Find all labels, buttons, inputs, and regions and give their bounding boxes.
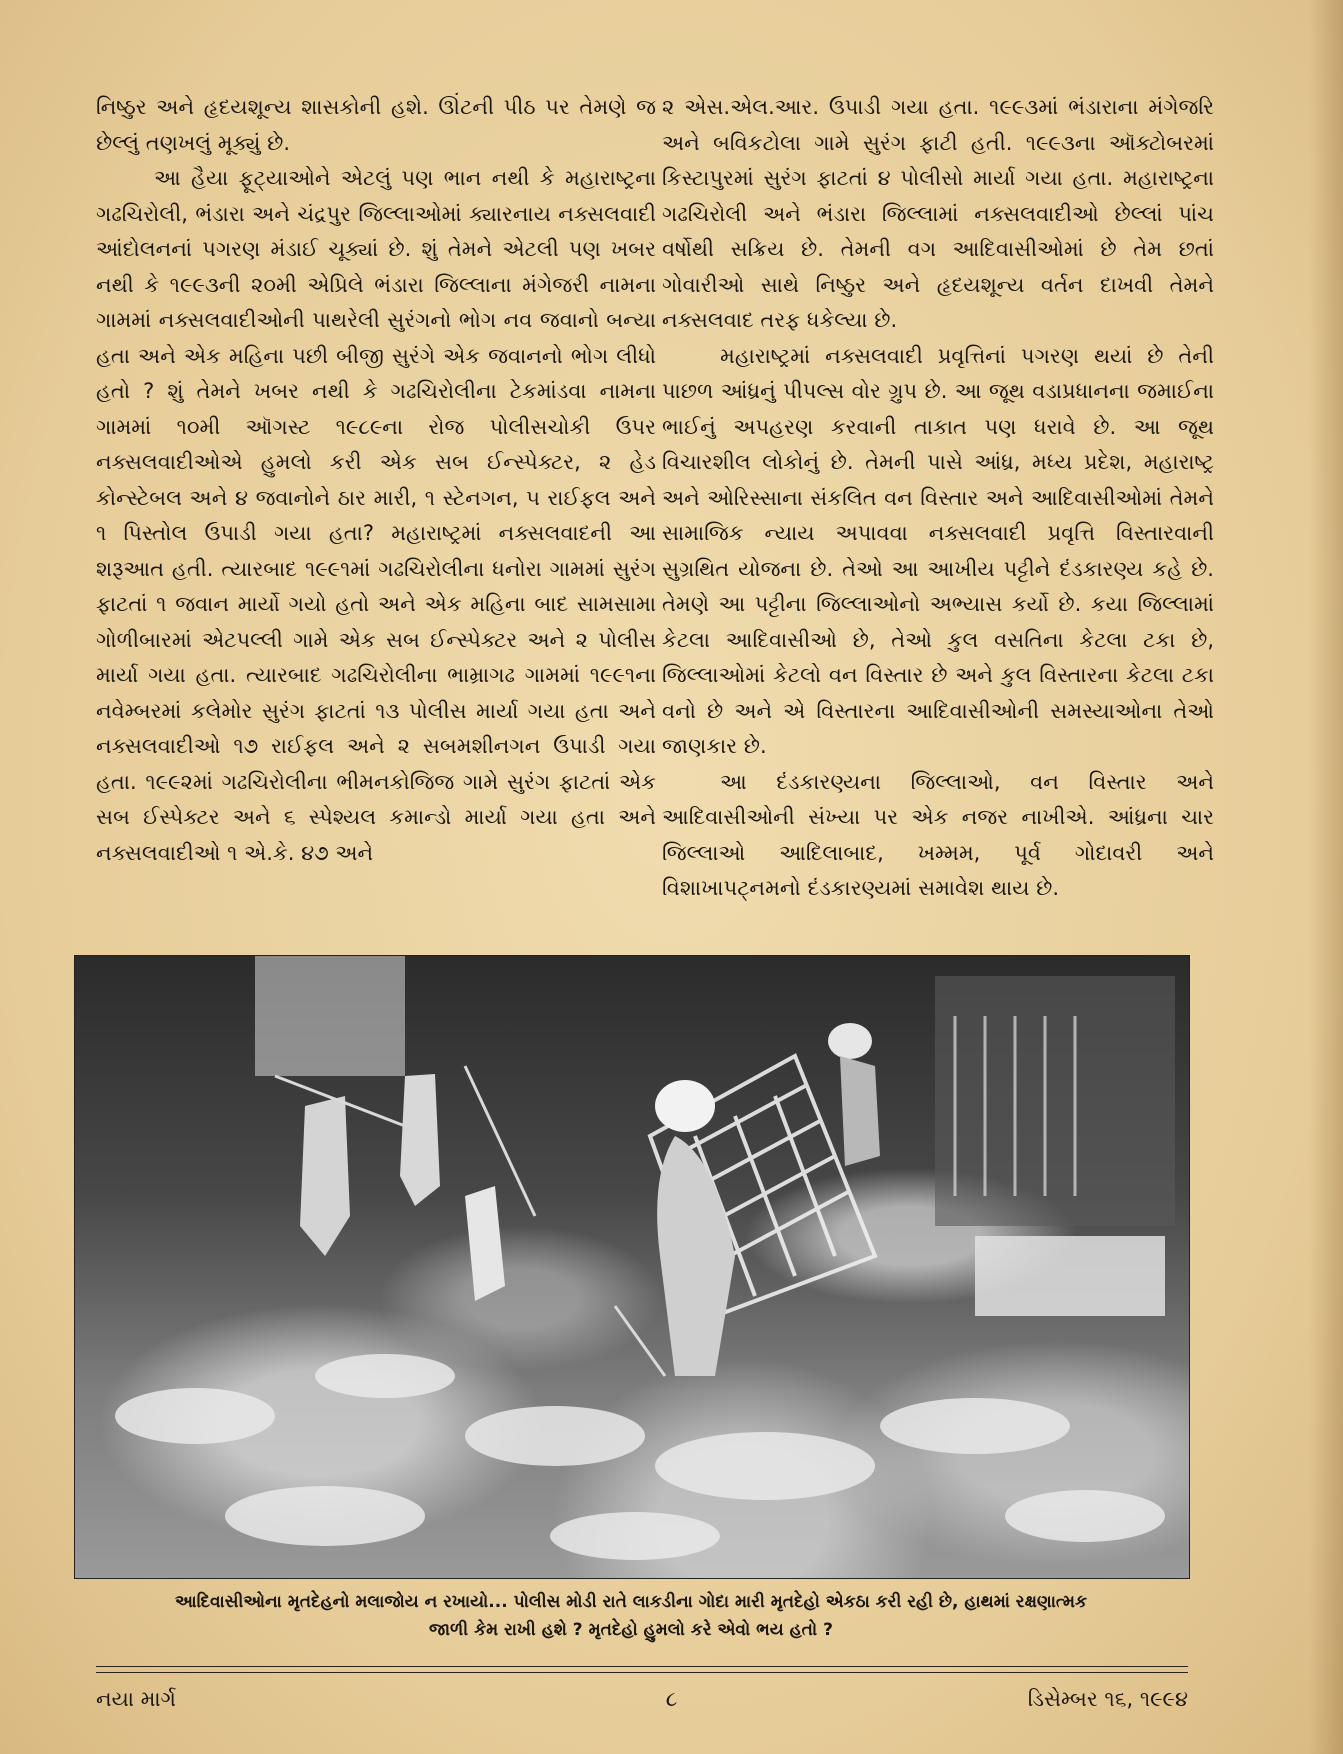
page-number: ૮ (665, 1687, 678, 1711)
article-paragraph: ૨ એસ.એલ.આર. ઉપાડી ગયા હતા. ૧૯૯૩માં ભંડારાના મંગેજરિ અને બવિકટોલા ગામે સુરંગ ફાટી હતી. ૧૯૯૩ના ઑક્ટોબરમાં કિસ્ટાપુરમાં સુરંગ ફાટતાં ૪ પોલીસો માર્યા ગયા હતા. મહારાષ્ટ્રના ગઢચિરોલી અને ભંડારા જિલ્લામાં નક્સલવાદીઓ છેલ્લાં પાંચ વર્ષોથી સક્રિય છે. તેમની વગ આદિવાસીઓમાં છે તેમ છતાં ગોવારીઓ સાથે નિષ્ઠુર અને હૃદયશૂન્ય વર્તન દાખવી તેમને નક્સલવાદ તરફ ધકેલ્યા છે. (662, 95, 1214, 332)
publication-name: નયા માર્ગ (96, 1687, 176, 1711)
issue-date: ડિસેમ્બર ૧૬, ૧૯૯૪ (1027, 1687, 1188, 1711)
caption-line: આદિવાસીઓના મૃતદેહનો મલાજોય ન રખાયો... પોલીસ મોડી રાતે લાકડીના ગોદા મારી મૃતદેહો એકઠા કરી રહી છે, હાથમાં રક્ષણાત્મક (174, 1592, 1088, 1612)
article-column-right (662, 90, 1214, 907)
news-photo (74, 955, 1190, 1579)
photo-caption (74, 1588, 1188, 1644)
footer-divider (96, 1666, 1188, 1667)
footer-divider (96, 1672, 1188, 1673)
article-paragraph: મહારાષ્ટ્રમાં નક્સલવાદી પ્રવૃત્તિનાં પગરણ થયાં છે તેની પાછળ આંધ્રનું પીપલ્સ વોર ગ્રુપ છે. આ જૂથ વડાપ્રધાનના જમાઈના ભાઈનું અપહરણ કરવાની તાકાત પણ ધરાવે છે. આ જૂથ વિચારશીલ લોકોનું છે. તેમની પાસે આંધ્ર, મધ્ય પ્રદેશ, મહારાષ્ટ્ર અને ઓરિસ્સાના સંકલિત વન વિસ્તાર અને આદિવાસીઓમાં તેમને સામાજિક ન્યાય અપાવવા નક્સલવાદી પ્રવૃત્તિ વિસ્તારવાની સુગ્રથિત યોજના છે. તેઓ આ આખીય પટ્ટીને દંડકારણ્ય કહે છે. તેમણે આ પટ્ટીના જિલ્લાઓનો અભ્યાસ કર્યો છે. કયા જિલ્લામાં કેટલા આદિવાસીઓ છે, તેઓ કુલ વસતિના કેટલા ટકા છે, જિલ્લાઓમાં કેટલો વન વિસ્તાર છે અને કુલ વિસ્તારના કેટલા ટકા વનો છે અને એ વિસ્તારના આદિવાસીઓની સમસ્યાઓના તેઓ જાણકાર છે. (662, 343, 1214, 758)
article-paragraph: આ હૈયા ફૂટ્યાઓને એટલું પણ ભાન નથી કે મહારાષ્ટ્રના ગઢચિરોલી, ભંડારા અને ચંદ્રપુર જિલ્લાઓમાં ક્યારનાય નક્સલવાદી આંદોલનનાં પગરણ મંડાઈ ચૂક્યાં છે. શું તેમને એટલી પણ ખબર નથી કે ૧૯૯૩ની ૨૦મી એપ્રિલે ભંડારા જિલ્લાના મંગેજરી નામના ગામમાં નક્સલવાદીઓની પાથરેલી સુરંગનો ભોગ નવ જવાનો બન્યા હતા અને એક મહિના પછી બીજી સુરંગે એક જવાનનો ભોગ લીધો હતો ? શું તેમને ખબર નથી કે ગઢચિરોલીના ટેકમાંડવા નામના ગામમાં ૧૦મી ઑગસ્ટ ૧૯૮૯ના રોજ પોલીસચોકી ઉપર નક્સલવાદીઓએ હુમલો કરી એક સબ ઈન્સ્પેક્ટર, ૨ હેડ કોન્સ્ટેબલ અને ૪ જવાનોને ઠાર મારી, ૧ સ્ટેનગન, ૫ રાઈફલ અને ૧ પિસ્તોલ ઉપાડી ગયા હતા? મહારાષ્ટ્રમાં નક્સલવાદની આ શરૂઆત હતી. ત્યારબાદ ૧૯૯૧માં ગઢચિરોલીના ધનોરા ગામમાં સુરંગ ફાટતાં ૧ જવાન માર્યો ગયો હતો અને એક મહિના બાદ સામસામા ગોળીબારમાં એટપલ્લી ગામે એક સબ ઈન્સ્પેક્ટર અને ૨ પોલીસ માર્યા ગયા હતા. ત્યારબાદ ગઢચિરોલીના ભામ્રાગઢ ગામમાં ૧૯૯૧ના નવેમ્બરમાં કલેમોર સુરંગ ફાટતાં ૧૩ પોલીસ માર્યા ગયા હતા અને નક્સલવાદીઓ ૧૭ રાઈફલ અને ૨ સબમશીનગન ઉપાડી ગયા હતા. ૧૯૯૨માં ગઢચિરોલીના ભીમનકોજિજ ગામે સુરંગ ફાટતાં એક સબ ઈસ્પેક્ટર અને ૬ સ્પેશ્યલ કમાન્ડો માર્યા ગયા હતા અને નક્સલવાદીઓ ૧ એ.કે. ૪૭ અને (96, 166, 656, 865)
article-column-left (96, 90, 656, 871)
article-paragraph: આ દંડકારણ્યના જિલ્લાઓ, વન વિસ્તાર અને આદિવાસીઓની સંખ્યા પર એક નજર નાખીએ. આંધ્રના ચાર જિલ્લાઓ આદિલાબાદ, ખમ્મમ, પૂર્વ ગોદાવરી અને વિશાખાપટ્નમનો દંડકારણ્યમાં સમાવેશ થાય છે. (662, 769, 1214, 900)
photo-illustration (75, 956, 1189, 1578)
caption-line: જાળી કેમ રાખી હશે ? મૃતદેહો હુમલો કરે એવો ભય હતો ? (429, 1620, 833, 1640)
article-paragraph: નિષ્ઠુર અને હૃદયશૂન્ય શાસકોની હશે. ઊંટની પીઠ પર તેમણે જ છેલ્લું તણખલું મૂક્યું છે. (96, 95, 656, 155)
